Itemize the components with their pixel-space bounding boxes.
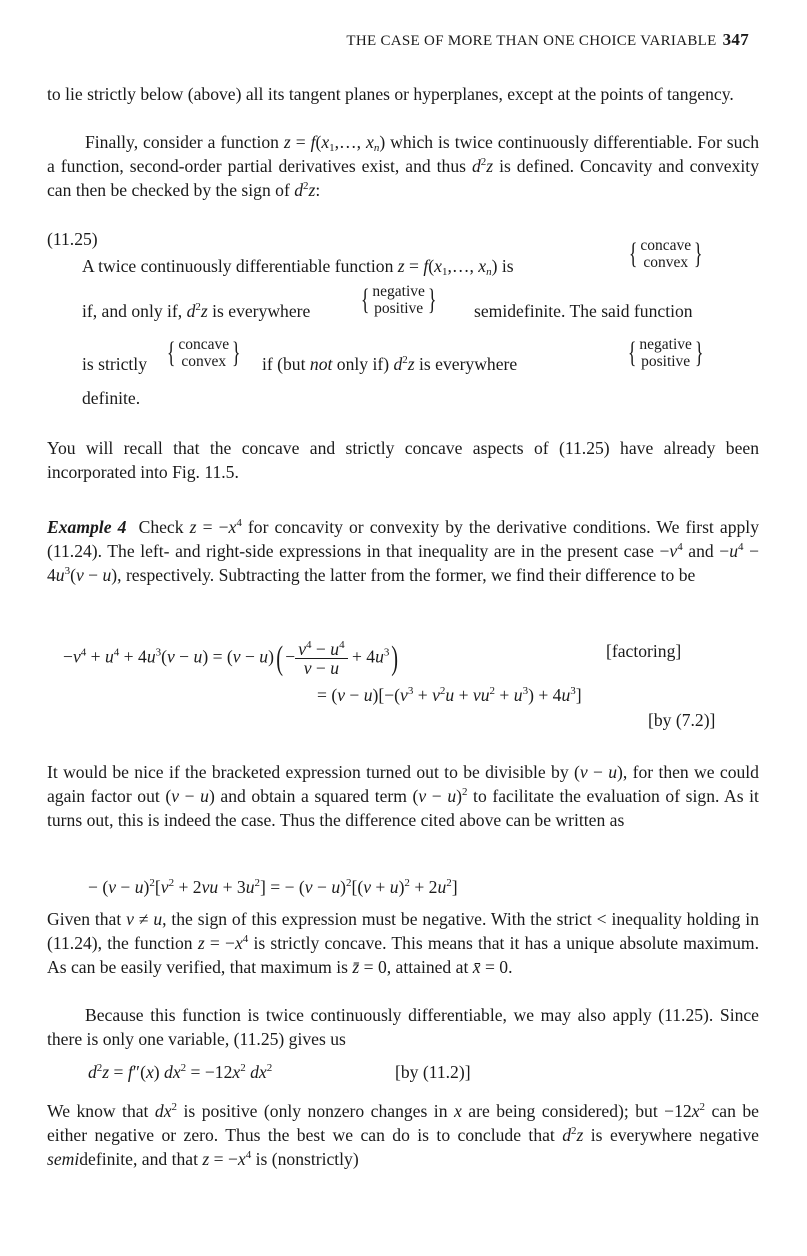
word-convex: convex — [181, 353, 227, 370]
theorem-line-4: definite. — [82, 388, 141, 408]
word-concave: concave — [640, 237, 692, 254]
example-label: Example 4 — [47, 517, 127, 537]
paragraph-example-4: Example 4 Check $z = -x^4$ for concavity or convexity by the derivative conditions. We first apply (11.24). The left- and right-side expressions in that inequality are in the present case $-v^4$ and $-u^4 - 4u^3(v - u)$, respectively. Subtracting the latter from the former, we find their difference to be — [47, 517, 759, 585]
theorem-line-2-start: if, and only if, $d^2z$ is everywhere — [82, 301, 311, 321]
note-by-11-2: [by (11.2)] — [395, 1062, 471, 1082]
running-title: THE CASE OF MORE THAN ONE CHOICE VARIABLE — [346, 33, 717, 49]
page-number: 347 — [722, 30, 749, 49]
theorem-line-1: A twice continuously differentiable function $z = f(x_1,\dots$, $x_n$) is — [82, 256, 514, 278]
equation-squared-form: − $(v - u)^2[v^2 + 2vu + 3u^2]$ = − $(v - u)^2[(v + u)^2 + 2u^2]$ — [88, 877, 458, 897]
running-header — [346, 30, 749, 50]
paragraph-recall: You will recall that the concave and strictly concave aspects of (11.25) have already been incorporated into Fig. 11.5. — [47, 438, 759, 482]
word-concave: concave — [178, 336, 230, 353]
equation-number-11-25: (11.25) — [47, 229, 98, 249]
word-negative: negative — [372, 283, 425, 300]
word-negative: negative — [639, 336, 692, 353]
concave-convex-choice-1: { concave convex } — [628, 237, 703, 271]
negative-positive-choice-2: { negative positive } — [627, 336, 704, 370]
paragraph-divisible: It would be nice if the bracketed expression turned out to be divisible by (v − u), for then we could again factor out (v − u) and obtain a squared term $(v - u)^2$ to facilitate the evaluation of sign. As it turns out, this is indeed the case. Thus the difference cited above can be written as — [47, 762, 759, 830]
theorem-line-3-start: is strictly — [82, 354, 147, 374]
note-by-7-2: [by (7.2)] — [648, 710, 716, 730]
negative-positive-choice-1: { negative positive } — [360, 283, 437, 317]
concave-convex-choice-2: { concave convex } — [166, 336, 241, 370]
theorem-line-3-middle: if (but not only if) $d^2z$ is everywhere — [262, 354, 518, 374]
theorem-line-2-end: semidefinite. The said function — [474, 301, 693, 321]
equation-expanded: = $(v - u)[-(v^3 + v^2u + vu^2 + u^3) + 4u^3]$ — [317, 685, 582, 705]
word-positive: positive — [641, 353, 691, 370]
equation-second-differential: $d^2z = f''(x) dx^2 = -12x^2$ $dx^2$ — [88, 1062, 273, 1082]
paragraph-given-that: Given that v ≠ u, the sign of this expression must be negative. With the strict < inequality holding in (11.24), the function $z = -x^4$ is strictly concave. This means that it has a unique absolute maximum. As can be easily verified, that maximum is z̄ = 0, attained at x̄ = 0. — [47, 909, 759, 977]
note-factoring: [factoring] — [606, 641, 682, 661]
word-convex: convex — [643, 254, 689, 271]
equation-difference-factored: $-v^4 + u^4 + 4u^3(v - u) = (v - u)$( − $\frac{v^4 - u^4}{v - u}$ + $4u^3$) — [63, 639, 399, 678]
paragraph-because: Because this function is twice continuously differentiable, we may also apply (11.25). Since there is only one variable, (11.25) gives us — [47, 1005, 759, 1049]
word-positive: positive — [374, 300, 424, 317]
paragraph-we-know: We know that $dx^2$ is positive (only nonzero changes in x are being considered); but $-12x^2$ can be either negative or zero. Thus the best we can do is to conclude that $d^2z$ is everywhere negative semidefinite, and that $z = -x^4$ is (nonstrictly) — [47, 1101, 759, 1169]
paragraph-intro: to lie strictly below (above) all its tangent planes or hyperplanes, except at the points of tangency. — [47, 84, 734, 104]
paragraph-finally: Finally, consider a function $z = f(x_1,\dots$, $x_n$) which is twice continuously differentiable. For such a function, second-order partial derivatives exist, and thus $d^2z$ is defined. Concavity and convexity can then be checked by the sign of $d^2z$: — [47, 132, 760, 200]
